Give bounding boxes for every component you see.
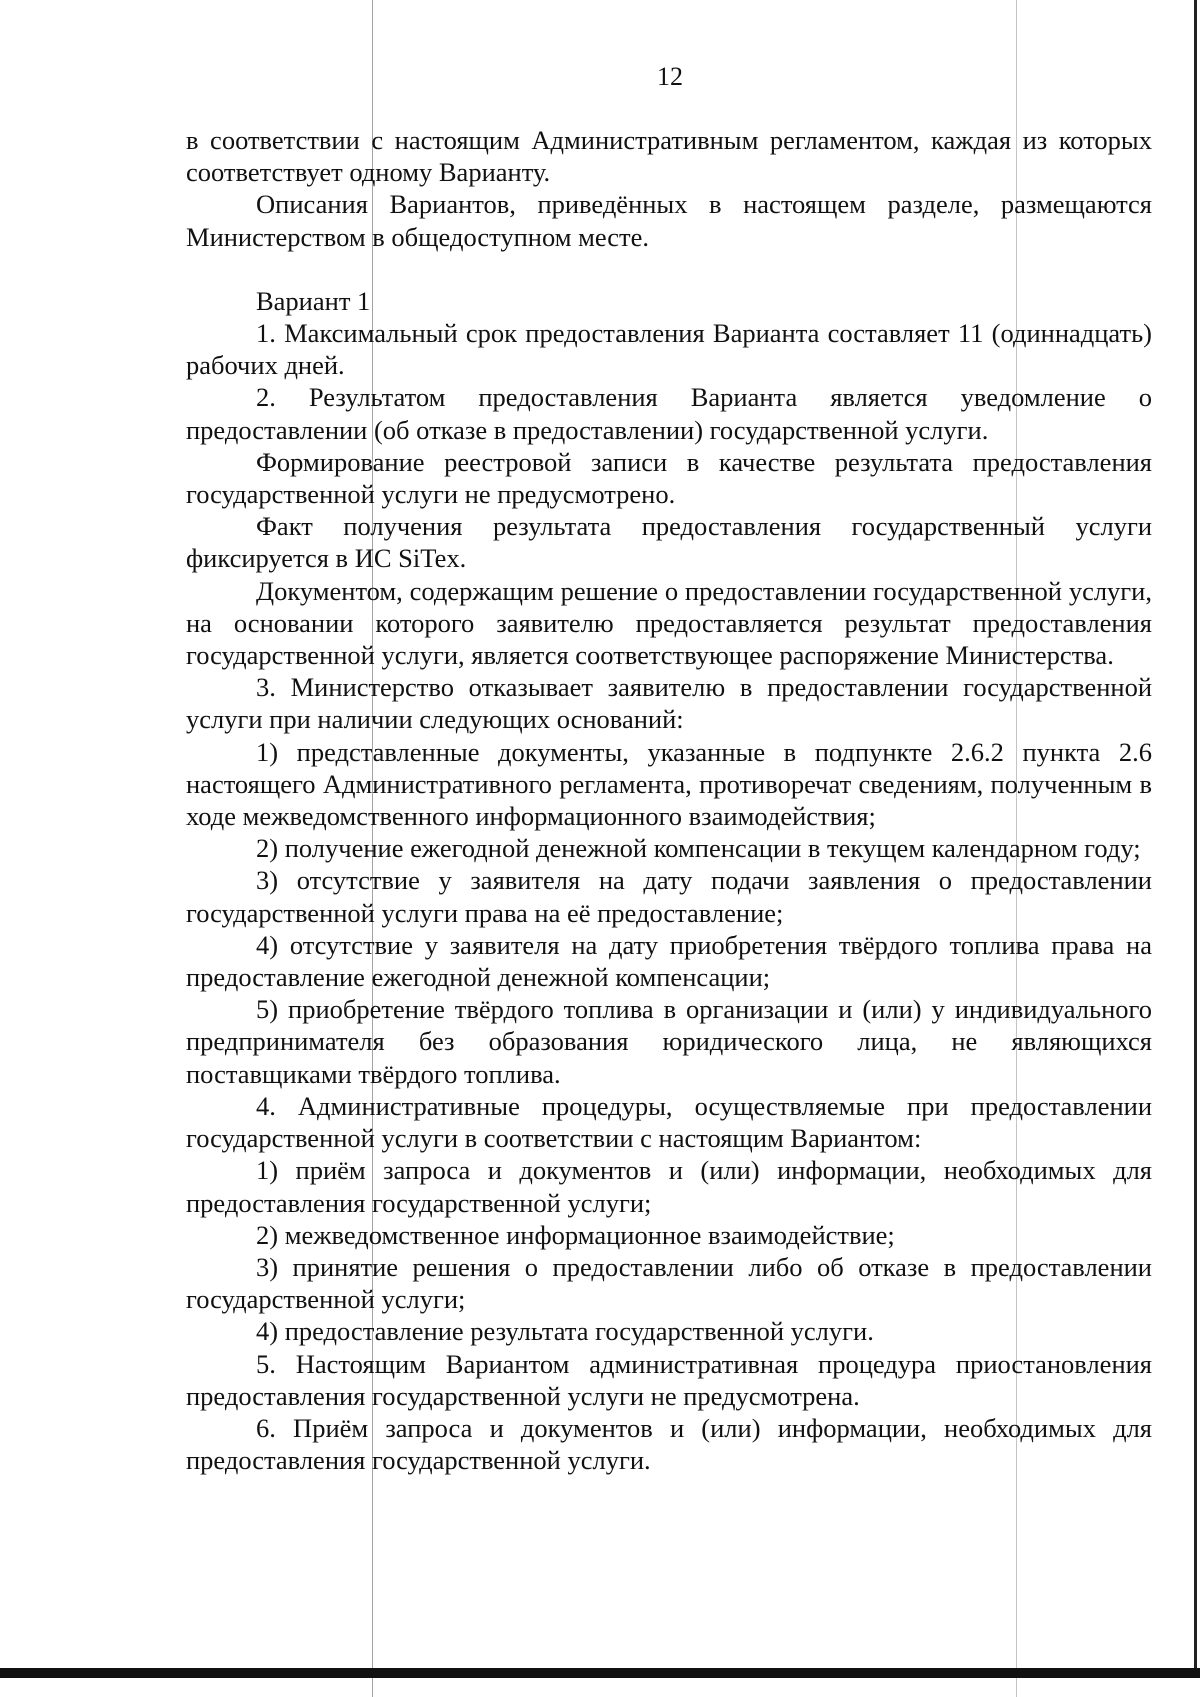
paragraph: Документом, содержащим решение о предоставлении государственной услуги, на основании которого заявителю предоставляется результат предоставления государственной услуги, является соответствующее распоряжение Министерства.: [186, 575, 1152, 671]
paragraph: 2. Результатом предоставления Варианта является уведомление о предоставлении (об отказе в предоставлении) государственной услуги.: [186, 382, 1152, 445]
scan-page-edge: [1194, 0, 1197, 1678]
list-item: 2) получение ежегодной денежной компенсации в текущем календарном году;: [256, 833, 1141, 864]
list-item: 1) приём запроса и документов и (или) информации, необходимых для предоставления государственной услуги;: [186, 1155, 1152, 1218]
list-item: 3) принятие решения о предоставлении либо об отказе в предоставлении государственной услуги;: [186, 1251, 1152, 1315]
list-item: 4) предоставление результата государственной услуги.: [256, 1316, 874, 1347]
paragraph: 3. Министерство отказывает заявителю в предоставлении государственной услуги при наличии следующих оснований:: [186, 672, 1152, 735]
paragraph: Описания Вариантов, приведённых в настоящем разделе, размещаются Министерством в общедоступном месте.: [186, 189, 1152, 252]
paragraph: 4. Административные процедуры, осуществляемые при предоставлении государственной услуги в соответствии с настоящим Вариантом:: [186, 1090, 1152, 1154]
paragraph: 6. Приём запроса и документов и (или) информации, необходимых для предоставления государственной услуги.: [186, 1412, 1152, 1476]
scan-bottom-border: [0, 1668, 1200, 1678]
paragraph: в соответствии с настоящим Административным регламентом, каждая из которых соответствует одному Варианту.: [186, 125, 1152, 188]
document-body: [186, 124, 1152, 1476]
paragraph: Формирование реестровой записи в качестве результата предоставления государственной услуги не предусмотрено.: [186, 446, 1152, 510]
list-item: 3) отсутствие у заявителя на дату подачи заявления о предоставлении государственной услуги права на её предоставление;: [186, 865, 1152, 928]
list-item: 4) отсутствие у заявителя на дату приобретения твёрдого топлива права на предоставление ежегодной денежной компенсации;: [186, 929, 1152, 993]
paragraph: 1. Максимальный срок предоставления Варианта составляет 11 (одиннадцать) рабочих дней.: [186, 318, 1152, 381]
list-item: 1) представленные документы, указанные в подпункте 2.6.2 пункта 2.6 настоящего Административного регламента, противоречат сведениям, полученным в ходе межведомственного информационного взаимодействия;: [186, 736, 1152, 832]
paragraph: 5. Настоящим Вариантом административная процедура приостановления предоставления государственной услуги не предусмотрена.: [186, 1348, 1152, 1411]
list-item: 5) приобретение твёрдого топлива в организации и (или) у индивидуального предпринимателя без образования юридического лица, не являющихся поставщиками твёрдого топлива.: [186, 994, 1152, 1089]
paragraph: Факт получения результата предоставления государственный услуги фиксируется в ИС SiTex.: [186, 511, 1152, 574]
list-item: 2) межведомственное информационное взаимодействие;: [256, 1219, 895, 1250]
page-number: 12: [657, 62, 683, 91]
section-heading: Вариант 1: [256, 285, 371, 316]
